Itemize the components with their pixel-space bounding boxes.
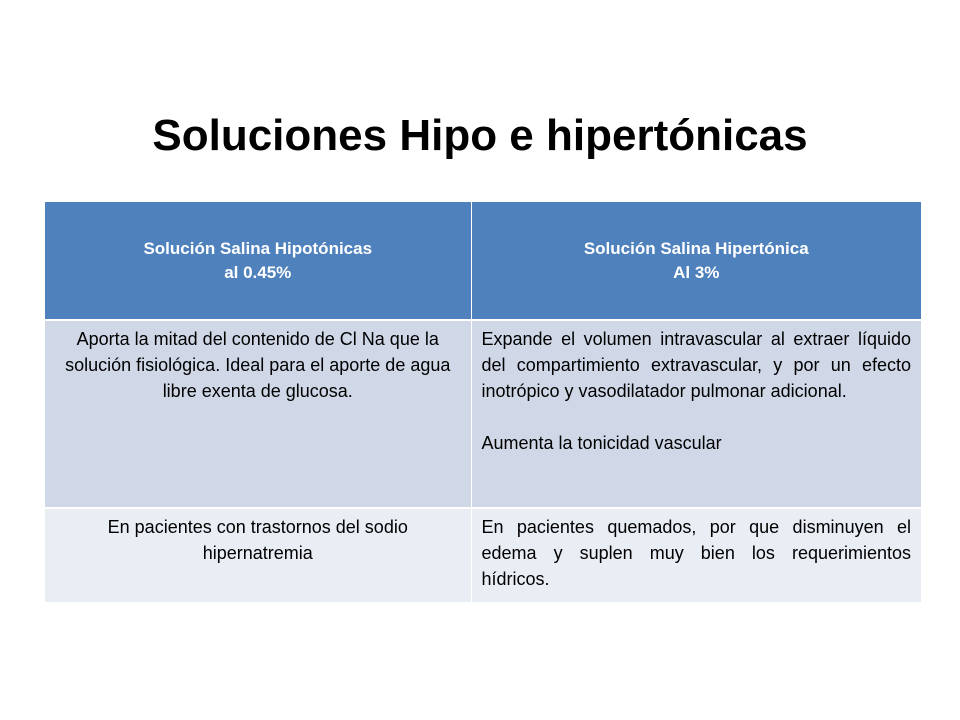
header-hypotonic bbox=[45, 202, 471, 320]
table-header-row bbox=[45, 202, 921, 320]
paragraph-gap bbox=[482, 404, 912, 430]
header-hypotonic-name: Solución Salina Hipotónicas bbox=[143, 238, 373, 258]
cell-hypotonic-indication: En pacientes con trastornos del sodio hipernatremia bbox=[45, 508, 471, 602]
header-hypertonic-name: Solución Salina Hipertónica bbox=[583, 238, 809, 258]
cell-hypertonic-indication: En pacientes quemados, por que disminuyen el edema y suplen muy bien los requerimientos hídricos. bbox=[471, 508, 921, 602]
table-row bbox=[45, 320, 921, 508]
hypertonic-description-text: Expande el volumen intravascular al extraer líquido del compartimiento extravascular, y por un efecto inotrópico y vasodilatador pulmonar adicional. bbox=[481, 329, 911, 402]
header-hypotonic-concentration: al 0.45% bbox=[224, 262, 292, 282]
cell-hypertonic-description bbox=[471, 320, 921, 508]
header-hypertonic bbox=[471, 202, 921, 320]
hypertonic-tonicity-text: Aumenta la tonicidad vascular bbox=[481, 433, 722, 454]
header-hypertonic-concentration: Al 3% bbox=[673, 262, 720, 282]
table-row bbox=[45, 508, 921, 602]
cell-hypotonic-description: Aporta la mitad del contenido de Cl Na que la solución fisiológica. Ideal para el aporte de agua libre exenta de glucosa. bbox=[45, 320, 471, 508]
comparison-table bbox=[45, 202, 921, 602]
slide-title: Soluciones Hipo e hipertónicas bbox=[152, 111, 808, 160]
